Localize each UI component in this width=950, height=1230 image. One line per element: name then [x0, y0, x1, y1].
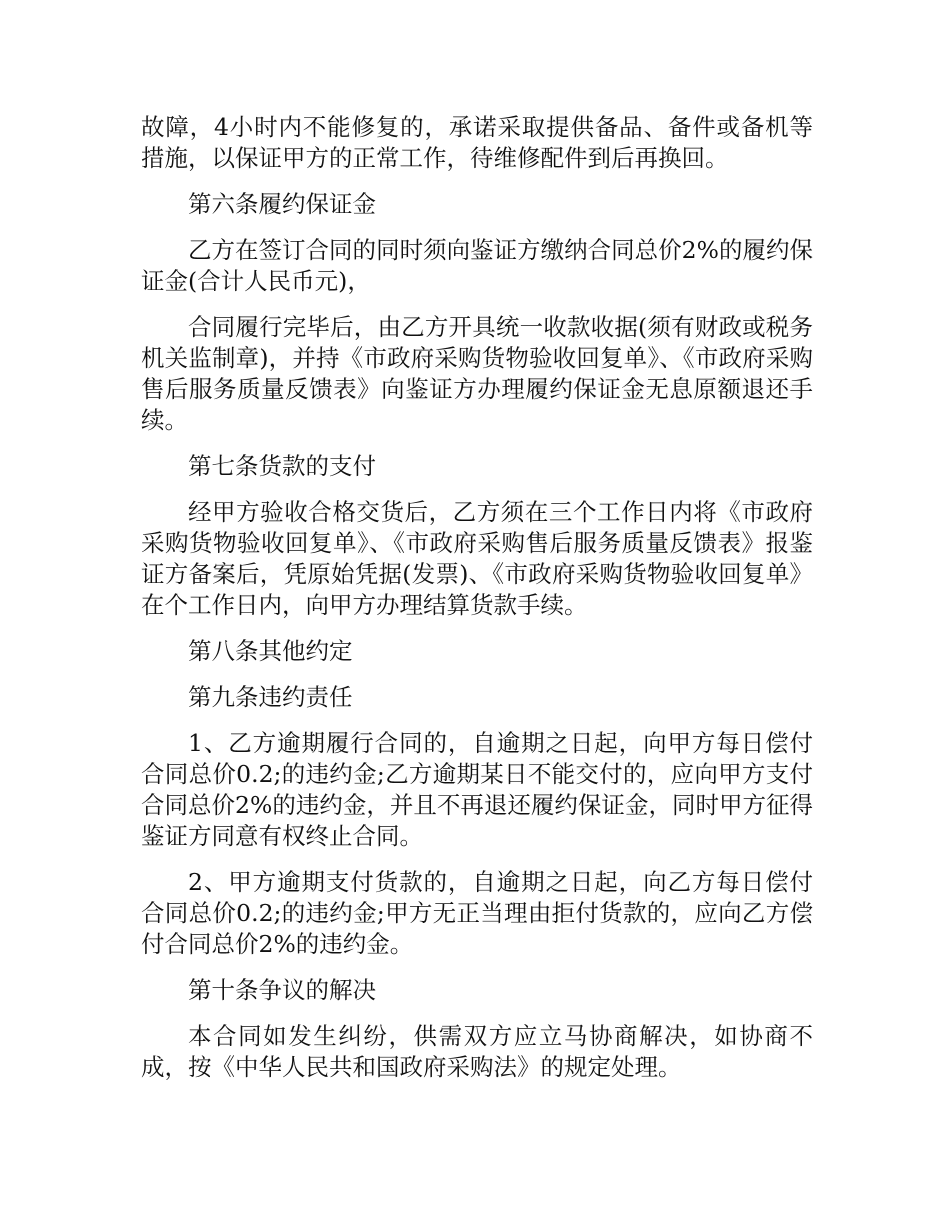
paragraph-supplier-breach: 1、乙方逾期履行合同的，自逾期之日起，向甲方每日偿付合同总价0.2;的违约金;乙方逾期某日不能交付的，应向甲方支付合同总价2%的违约金，并且不再退还履约保证金，同时甲方征得鉴证方同意有权终止合同。	[141, 729, 813, 850]
paragraph-payment: 经甲方验收合格交货后，乙方须在三个工作日内将《市政府采购货物验收回复单》、《市政府采购售后服务质量反馈表》报鉴证方备案后，凭原始凭据(发票)、《市政府采购货物验收回复单》在个工作日内，向甲方办理结算货款手续。	[141, 498, 813, 619]
paragraph-dispute-resolution: 本合同如发生纠纷，供需双方应立马协商解决，如协商不成，按《中华人民共和国政府采购法》的规定处理。	[141, 1022, 813, 1081]
heading-article-10: 第十条争议的解决	[188, 976, 376, 1004]
paragraph-performance-bond: 乙方在签订合同的同时须向鉴证方缴纳合同总价2%的履约保证金(合计人民币元)，	[141, 236, 813, 295]
document-page	[141, 112, 813, 1098]
paragraph-repair-commitment: 故障，4小时内不能修复的，承诺采取提供备品、备件或备机等措施，以保证甲方的正常工作，待维修配件到后再换回。	[141, 113, 813, 172]
heading-article-7: 第七条货款的支付	[188, 452, 376, 480]
heading-article-8: 第八条其他约定	[188, 637, 353, 665]
heading-article-9: 第九条违约责任	[188, 683, 353, 711]
heading-article-6: 第六条履约保证金	[188, 190, 376, 218]
paragraph-buyer-breach: 2、甲方逾期支付货款的，自逾期之日起，向乙方每日偿付合同总价0.2;的违约金;甲方无正当理由拒付货款的，应向乙方偿付合同总价2%的违约金。	[141, 868, 813, 958]
paragraph-bond-refund: 合同履行完毕后，由乙方开具统一收款收据(须有财政或税务机关监制章)，并持《市政府采购货物验收回复单》、《市政府采购售后服务质量反馈表》向鉴证方办理履约保证金无息原额退还手续。	[141, 313, 813, 434]
